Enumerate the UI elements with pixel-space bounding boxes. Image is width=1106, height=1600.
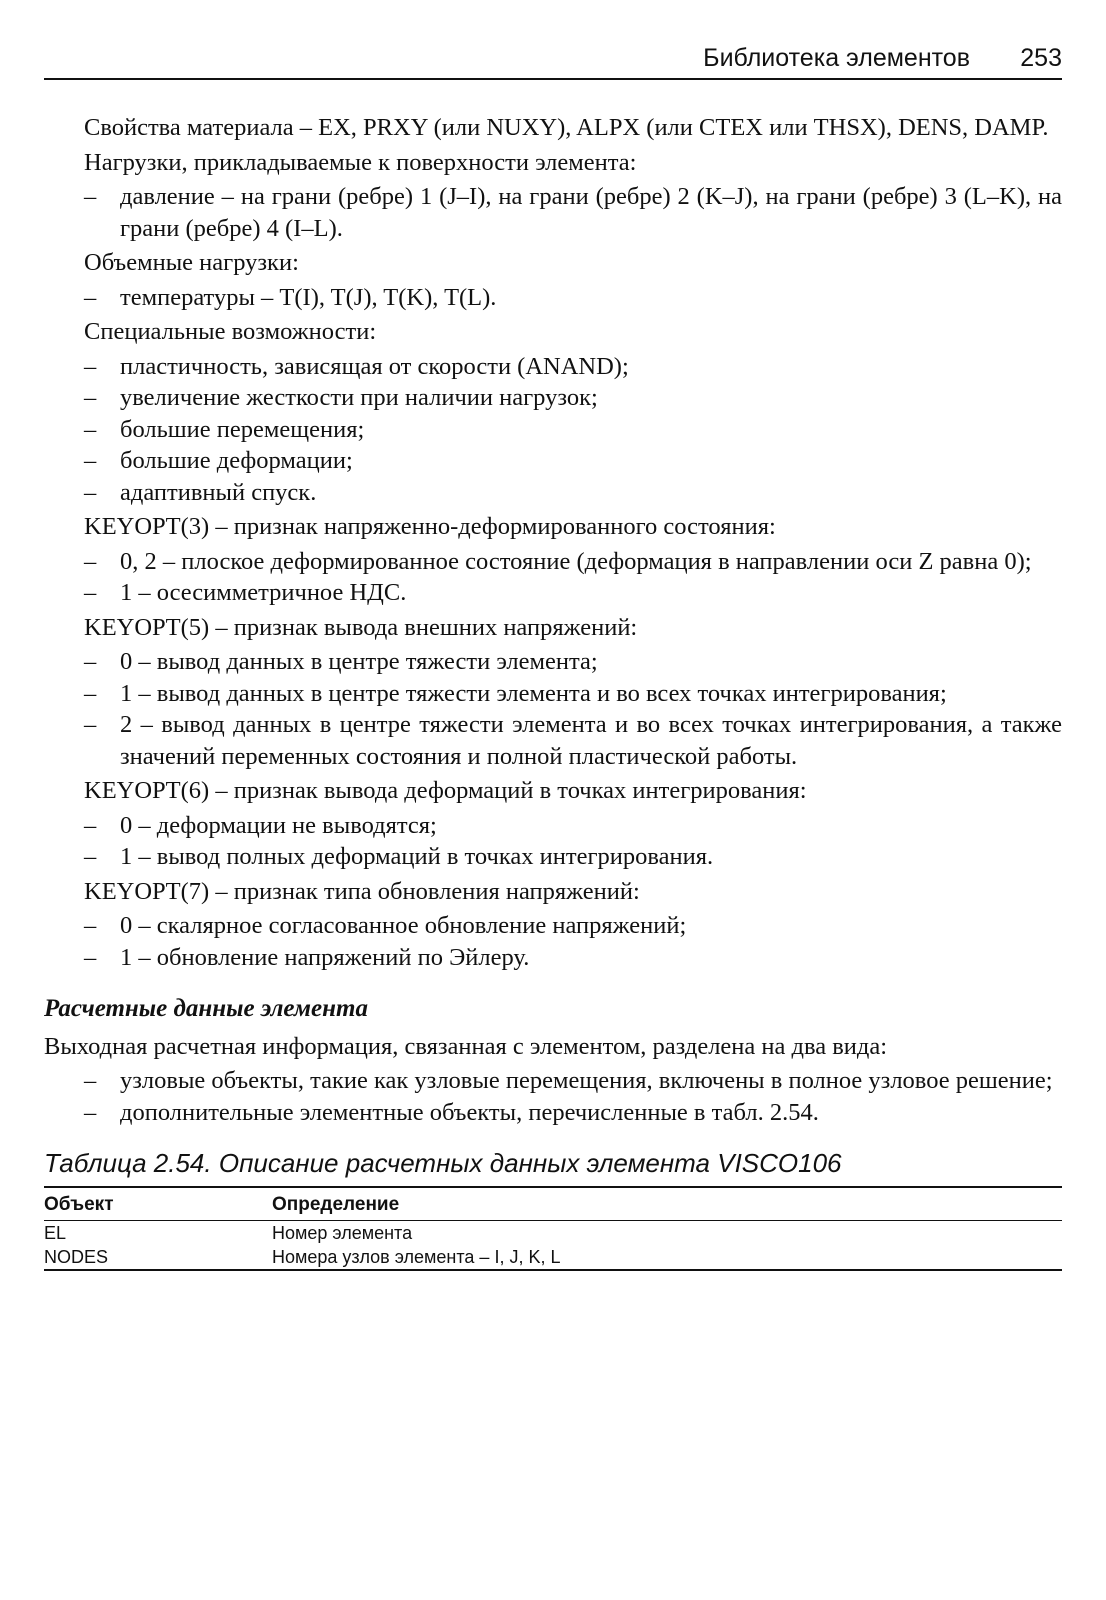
body-paragraph: Выходная расчетная информация, связанная с элементом, разделена на два вида: [44,1032,888,1060]
list-item-text: давление – на грани (ребре) 1 (J–I), на грани (ребре) 2 (K–J), на грани (ребре) 3 (L–K), на грани (ребре) 4 (I–L). [120,183,1062,242]
list-dash: – [84,283,97,311]
list-item-text: узловые объекты, такие как узловые перемещения, включены в полное узловое решение; [120,1067,1053,1094]
page-body [44,112,1062,1271]
list-dash: – [84,478,97,506]
list-item-text: большие деформации; [120,447,353,474]
list-item-text: увеличение жесткости при наличии нагрузок; [120,384,598,411]
table-cell: Номер элемента [272,1222,413,1243]
list-item [44,181,1062,244]
list-dash: – [84,384,97,411]
dash-list [44,1065,1062,1128]
list-dash: – [84,579,97,606]
list-item-text: 1 – обновление напряжений по Эйлеру. [120,943,530,971]
list-dash: – [84,415,97,443]
dash-list [44,546,1062,609]
list-dash: – [84,679,97,707]
list-item-text: 1 – осесимметричное НДС. [120,579,407,606]
table-cell: EL [44,1222,67,1243]
list-item-text: 0 – вывод данных в центре тяжести элемента; [120,648,598,675]
output-data-table [44,1188,1062,1271]
list-item [44,910,1062,942]
list-dash: – [84,447,97,474]
page-number: 253 [1020,44,1062,72]
list-item-text: дополнительные элементные объекты, перечисленные в табл. 2.54. [120,1098,819,1126]
list-item [44,678,1062,710]
table-caption: Таблица 2.54. Описание расчетных данных элемента VISCO106 [44,1148,1062,1188]
list-dash: – [84,352,97,380]
list-dash: – [84,1067,97,1094]
table-header-row [44,1188,1062,1221]
table-row [44,1245,1062,1270]
list-item [44,577,1062,609]
body-paragraph: KEYOPT(6) – признак вывода деформаций в точках интегрирования: [84,777,807,804]
body-paragraph: Объемные нагрузки: [84,249,299,276]
list-item [44,709,1062,772]
list-item-text: 0 – деформации не выводятся; [120,811,437,839]
section-heading: Расчетные данные элемента [44,995,368,1022]
list-item [44,382,1062,414]
list-item-text: 1 – вывод данных в центре тяжести элемента и во всех точках интегрирования; [120,679,947,707]
list-item [44,445,1062,477]
list-item [44,546,1062,578]
list-dash: – [84,811,97,839]
list-dash: – [84,183,97,210]
dash-list [44,810,1062,873]
list-item-text: пластичность, зависящая от скорости (ANAND); [120,352,629,380]
list-item-text: 0, 2 – плоское деформированное состояние (деформация в направлении оси Z равна 0); [120,547,1032,575]
list-dash: – [84,547,97,575]
list-dash: – [84,943,97,971]
list-item [44,646,1062,678]
list-dash: – [84,711,97,738]
dash-list [44,910,1062,973]
dash-list [44,646,1062,772]
list-item [44,351,1062,383]
dash-list [44,181,1062,244]
running-header [44,40,1062,80]
column-header: Определение [272,1188,1062,1221]
list-dash: – [84,648,97,675]
column-header: Объект [44,1188,272,1221]
list-item [44,477,1062,509]
list-item-text: температуры – T(I), T(J), T(K), T(L). [120,283,497,311]
list-item-text: адаптивный спуск. [120,478,317,506]
table-cell: Номера узлов элемента – I, J, K, L [272,1246,561,1267]
list-dash: – [84,1098,97,1126]
dash-list [44,282,1062,314]
list-item [44,942,1062,974]
list-dash: – [84,843,97,870]
list-item-text: большие перемещения; [120,415,365,443]
body-paragraph: KEYOPT(3) – признак напряженно-деформированного состояния: [84,513,776,540]
list-item [44,1065,1062,1097]
body-paragraph: Свойства материала – EX, PRXY (или NUXY), ALPX (или CTEX или THSX), DENS, DAMP. [84,114,1049,141]
list-item [44,1097,1062,1129]
table-cell: NODES [44,1246,109,1267]
body-paragraph: Нагрузки, прикладываемые к поверхности элемента: [84,148,637,176]
body-paragraph: KEYOPT(5) – признак вывода внешних напряжений: [84,613,638,641]
list-item [44,414,1062,446]
body-paragraph: KEYOPT(7) – признак типа обновления напряжений: [84,877,640,905]
list-item-text: 0 – скалярное согласованное обновление напряжений; [120,912,687,939]
list-dash: – [84,912,97,939]
list-item [44,841,1062,873]
running-header-title: Библиотека элементов [703,44,970,72]
list-item-text: 1 – вывод полных деформаций в точках интегрирования. [120,843,714,870]
list-item [44,810,1062,842]
table-row [44,1220,1062,1245]
dash-list [44,351,1062,509]
body-paragraph: Специальные возможности: [84,318,377,345]
list-item-text: 2 – вывод данных в центре тяжести элемента и во всех точках интегрирования, а также значений переменных состояния и полной пластической работы. [120,711,1062,770]
list-item [44,282,1062,314]
